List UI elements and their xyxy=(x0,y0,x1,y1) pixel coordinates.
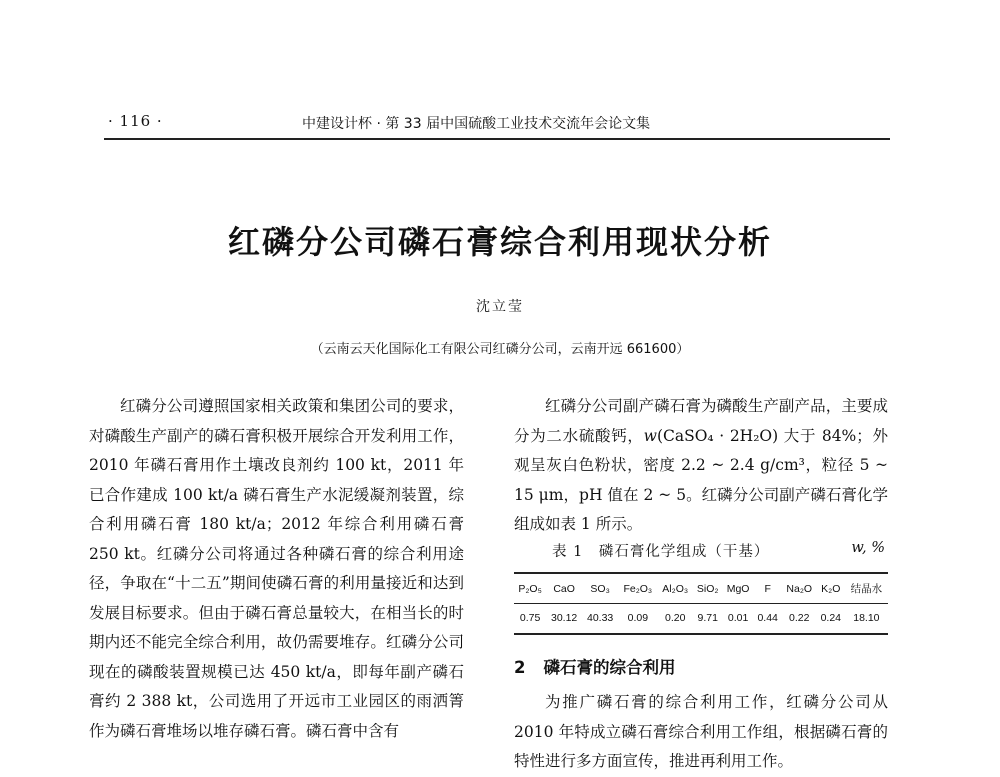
paragraph-text: (CaSO₄ · 2H₂O) 大于 84%；外观呈灰白色粉状，密度 2.2 ~ 2.4 g/cm³，粒径 5 ~ 15 μm，pH 值在 2 ~ 5。红磷分公司副产磷石膏化学组成如表 1 所示。 xyxy=(514,426,888,533)
section-number: 2 xyxy=(514,658,526,677)
section-heading xyxy=(514,654,675,678)
body-paragraph: 为推广磷石膏的综合利用工作，红磷分公司从 2010 年特成立磷石膏综合利用工作组，根据磷石膏的特性进行多方面宣传，推进再利用工作。 xyxy=(514,693,888,770)
table-header-cell: CaO xyxy=(553,582,575,595)
right-column xyxy=(514,392,888,540)
table-rule-bottom xyxy=(514,633,888,635)
table-header-cell: MgO xyxy=(726,582,750,595)
paragraph-text: 红磷分公司副产磷石膏为磷酸生产副产品，主要成分为二水硫酸钙， xyxy=(514,397,888,445)
table-caption-text: 表 1 磷石膏化学组成（干基） xyxy=(552,544,770,560)
table-header-row xyxy=(514,574,888,603)
table-header-cell: Fe₂O₃ xyxy=(623,582,653,595)
table-cell: 0.44 xyxy=(757,611,778,624)
table-caption xyxy=(552,540,885,561)
left-column xyxy=(89,392,464,759)
table-header-cell: P₂O₅ xyxy=(518,582,542,595)
header-rule xyxy=(104,138,890,140)
table-header-cell: Al₂O₃ xyxy=(662,582,689,595)
table-cell: 0.22 xyxy=(789,611,810,624)
page-number: · 116 · xyxy=(108,112,163,130)
table-cell: 40.33 xyxy=(586,611,614,624)
right-column-lower xyxy=(514,688,888,770)
table-cell: 18.10 xyxy=(853,611,880,624)
section-title: 磷石膏的综合利用 xyxy=(543,658,676,677)
running-head: 中建设计杯 · 第 33 届中国硫酸工业技术交流年会论文集 xyxy=(302,116,651,132)
table-cell: 30.12 xyxy=(551,611,578,624)
table-unit: w, % xyxy=(851,540,885,556)
author-affiliation: （云南云天化国际化工有限公司红磷分公司，云南开远 661600） xyxy=(310,342,690,357)
table-row xyxy=(514,603,888,632)
paper-title: 红磷分公司磷石膏综合利用现状分析 xyxy=(227,223,772,261)
table-header-cell: K₂O xyxy=(821,582,841,595)
table-cell: 9.71 xyxy=(697,611,718,624)
table-cell: 0.75 xyxy=(519,611,541,624)
table-cell: 0.01 xyxy=(727,611,749,624)
formula-symbol: w xyxy=(643,426,657,445)
body-paragraph xyxy=(514,392,888,540)
table-rule-mid xyxy=(514,603,888,604)
author-name: 沈立莹 xyxy=(476,299,524,315)
body-paragraph: 红磷分公司遵照国家相关政策和集团公司的要求，对磷酸生产副产的磷石膏积极开展综合开发利用工作，2010 年磷石膏用作土壤改良剂约 100 kt，2011 年已合作建成 100 kt/a 磷石膏生产水泥缓凝剂装置，综合利用磷石膏 180 kt/a；2012 年综合利用磷石膏 250 kt。红磷分公司将通过各种磷石膏的综合利用途径，争取在“十二五”期间使磷石膏的利用量接近和达到发展目标要求。但由于磷石膏总量较大，在相当长的时期内还不能完全综合利用，故仍需要堆存。红磷分公司现在的磷酸装置规模已达 450 kt/a，即每年副产磷石膏约 2 388 kt，公司选用了开远市工业园区的雨洒箐作为磷石膏堆场以堆存磷石膏。磷石膏中含有 xyxy=(89,397,464,740)
table-cell: 0.09 xyxy=(627,611,649,624)
table-header-cell: 结晶水 xyxy=(850,583,883,595)
table-header-cell: F xyxy=(764,582,771,595)
table-cell: 0.20 xyxy=(665,611,686,624)
table-header-cell: SiO₂ xyxy=(696,582,719,595)
table-cell: 0.24 xyxy=(820,611,842,624)
table-header-cell: Na₂O xyxy=(786,582,813,595)
table-header-cell: SO₃ xyxy=(590,582,610,595)
